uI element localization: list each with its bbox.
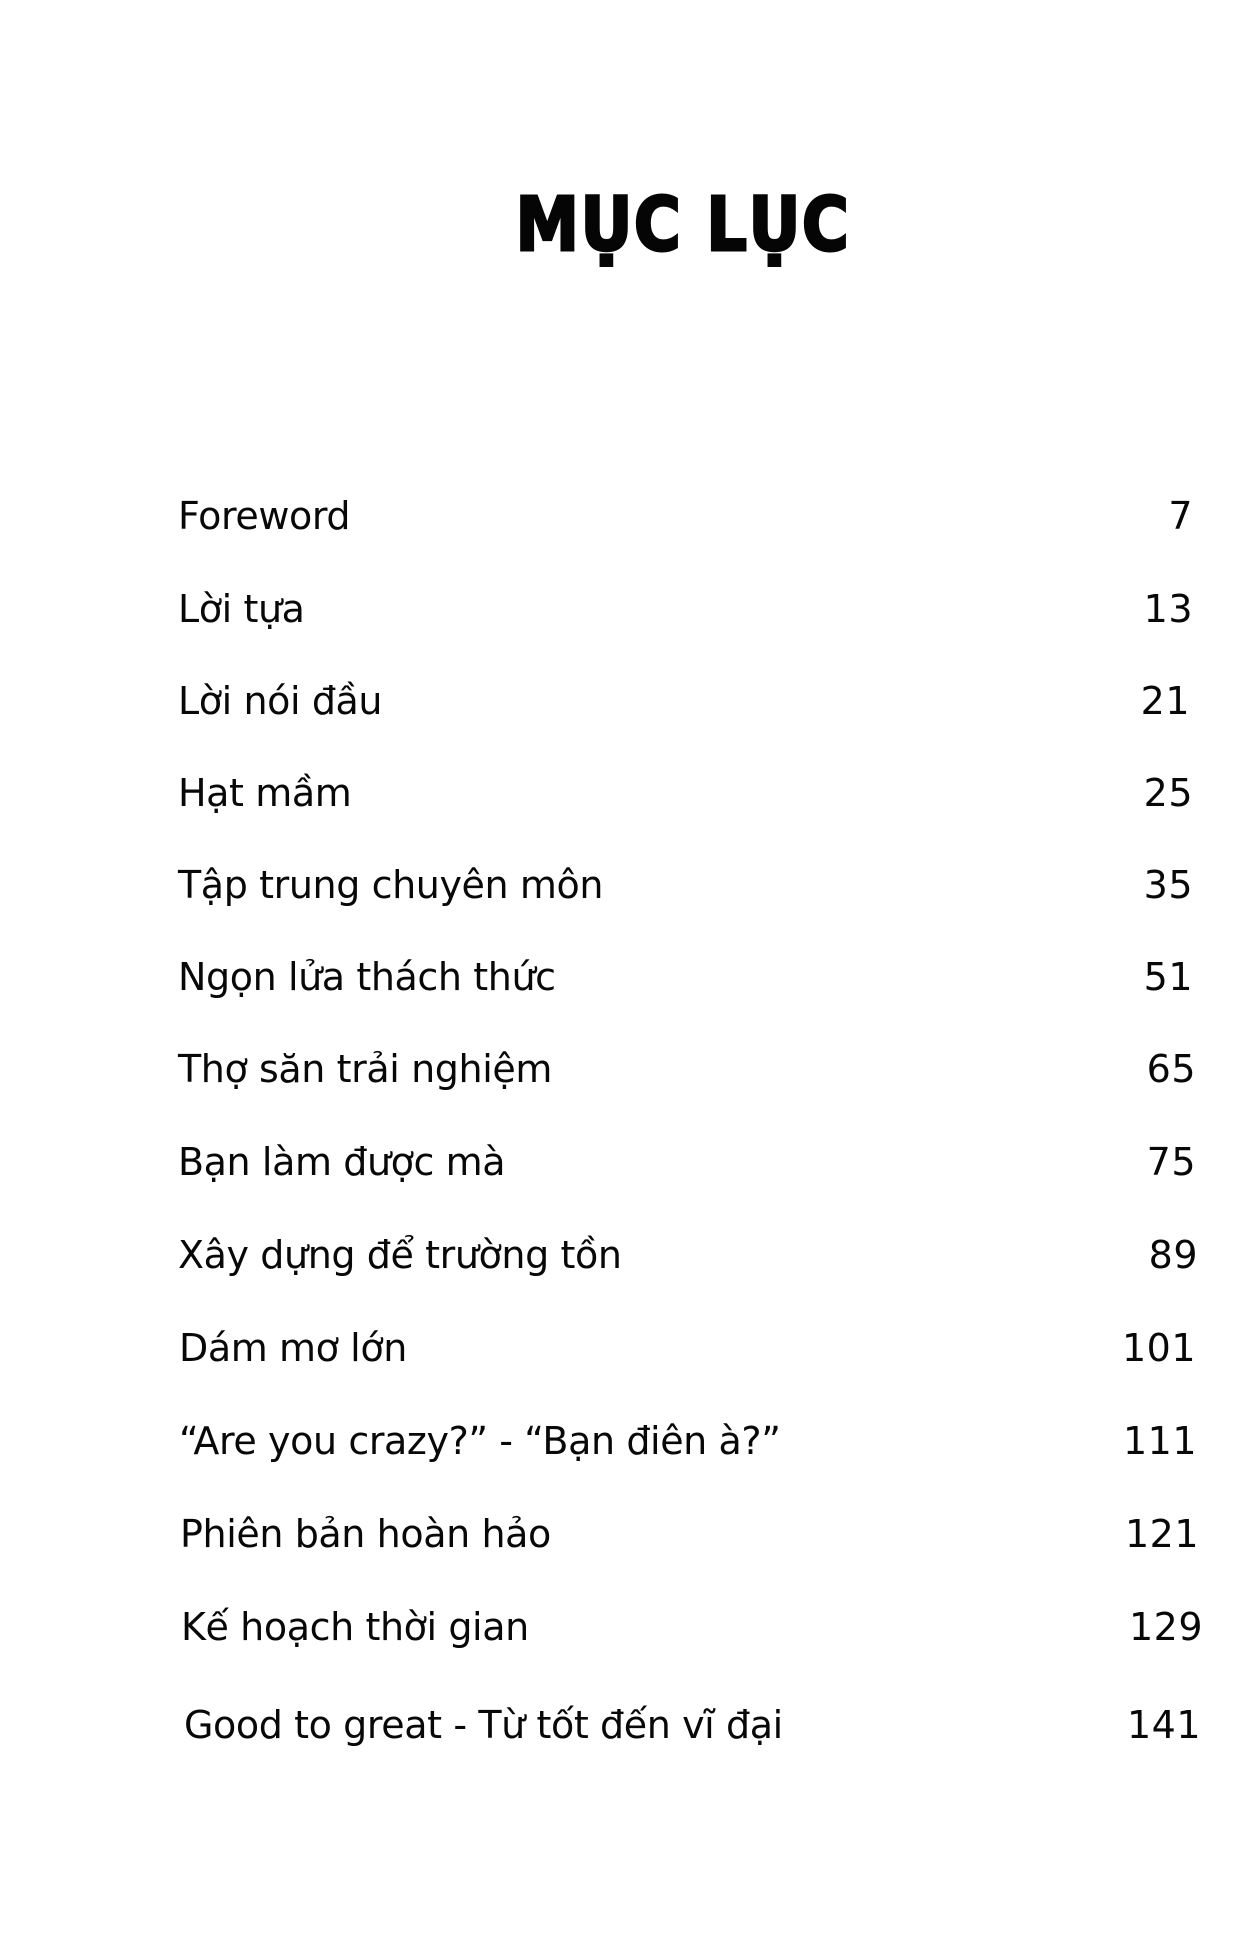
toc-entry bbox=[179, 1419, 1197, 1479]
toc-entry-title: “Are you crazy?” - “Bạn điên à?” bbox=[179, 1419, 781, 1463]
toc-entry-page-number: 7 bbox=[1168, 494, 1193, 538]
toc-entry-title: Bạn làm được mà bbox=[178, 1140, 506, 1184]
toc-entry-title: Xây dựng để trường tồn bbox=[178, 1233, 622, 1277]
page-title-text: MỤC LỤC bbox=[515, 182, 851, 268]
toc-entry-page-number: 13 bbox=[1143, 587, 1193, 631]
toc-entry-page-number: 51 bbox=[1143, 955, 1193, 999]
toc-entry-title: Phiên bản hoàn hảo bbox=[180, 1512, 551, 1556]
toc-entry bbox=[178, 679, 1190, 739]
toc-entry bbox=[180, 1512, 1199, 1572]
toc-entry bbox=[179, 1326, 1196, 1386]
toc-entry bbox=[184, 1703, 1201, 1763]
toc-entry-title: Foreword bbox=[178, 494, 351, 538]
toc-entry-page-number: 121 bbox=[1124, 1512, 1199, 1556]
toc-entry bbox=[178, 494, 1193, 554]
toc-entry-title: Ngọn lửa thách thức bbox=[178, 955, 556, 999]
toc-entry bbox=[181, 1605, 1203, 1665]
toc-entry-page-number: 75 bbox=[1146, 1140, 1196, 1184]
toc-entry-title: Lời nói đầu bbox=[178, 679, 383, 723]
toc-entry-page-number: 89 bbox=[1148, 1233, 1198, 1277]
toc-entry-page-number: 21 bbox=[1140, 679, 1190, 723]
toc-entry-title: Tập trung chuyên môn bbox=[178, 863, 604, 907]
toc-entry bbox=[178, 1047, 1196, 1107]
toc-entry-page-number: 25 bbox=[1143, 771, 1193, 815]
toc-entry-page-number: 111 bbox=[1122, 1419, 1197, 1463]
page-title bbox=[96, 182, 1169, 268]
toc-entry bbox=[178, 863, 1193, 923]
toc-entry-title: Kế hoạch thời gian bbox=[181, 1605, 529, 1649]
toc-entry-title: Thợ săn trải nghiệm bbox=[178, 1047, 552, 1091]
toc-entry-page-number: 141 bbox=[1126, 1703, 1201, 1747]
toc-entry-page-number: 65 bbox=[1146, 1047, 1196, 1091]
toc-entry-title: Good to great - Từ tốt đến vĩ đại bbox=[184, 1703, 783, 1747]
toc-entry bbox=[178, 587, 1193, 647]
toc-entry bbox=[178, 1233, 1198, 1293]
toc-entry-page-number: 35 bbox=[1143, 863, 1193, 907]
toc-entry-title: Hạt mầm bbox=[178, 771, 352, 815]
toc-entry bbox=[178, 955, 1193, 1015]
toc-entry-title: Lời tựa bbox=[178, 587, 305, 631]
toc-entry bbox=[178, 1140, 1196, 1200]
toc-entry bbox=[178, 771, 1193, 831]
toc-entry-page-number: 101 bbox=[1121, 1326, 1196, 1370]
toc-entry-title: Dám mơ lớn bbox=[179, 1326, 407, 1370]
toc-entry-page-number: 129 bbox=[1128, 1605, 1203, 1649]
